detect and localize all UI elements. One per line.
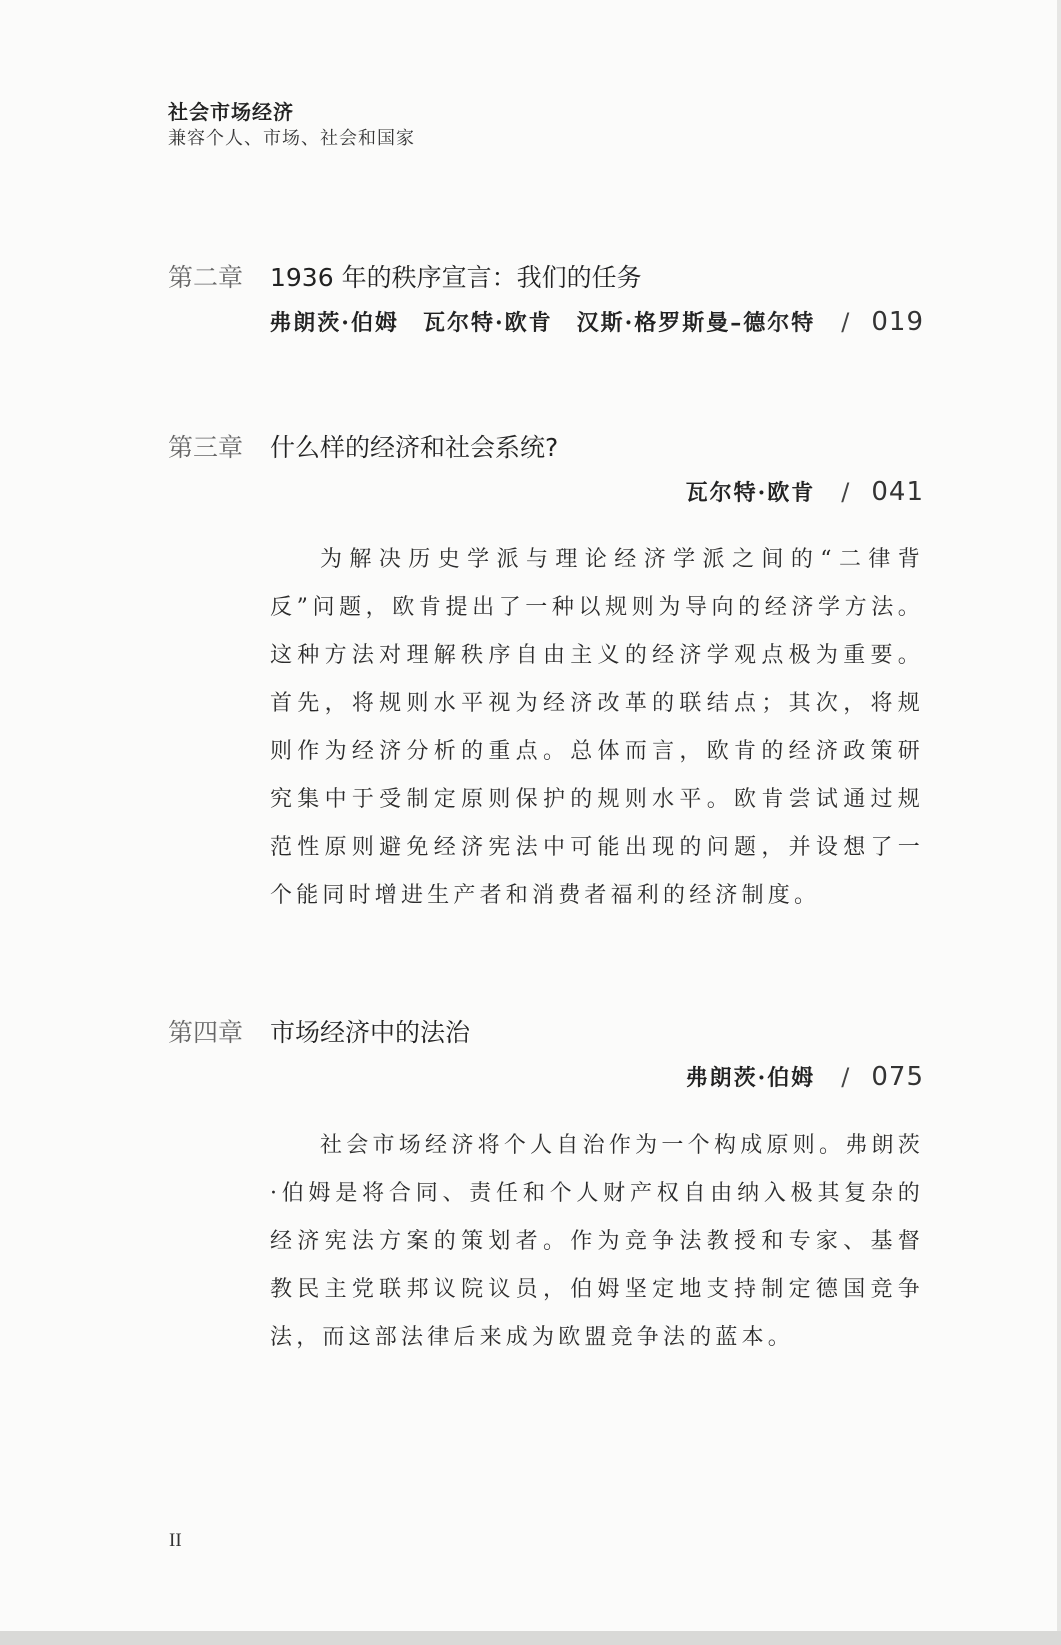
chapter-title: 市场经济中的法治 bbox=[270, 1018, 471, 1047]
chapter-heading bbox=[168, 1013, 924, 1047]
chapter-3-entry bbox=[168, 428, 924, 510]
chapter-authors: 弗朗茨·伯姆 瓦尔特·欧肯 汉斯·格罗斯曼–德尔特 bbox=[269, 310, 816, 336]
page-separator: / bbox=[841, 478, 850, 506]
running-header bbox=[168, 98, 415, 152]
author-line bbox=[168, 1061, 924, 1095]
chapter-number: 第二章 bbox=[168, 263, 244, 292]
scan-edge-right bbox=[1057, 0, 1061, 1645]
chapter-authors: 瓦尔特·欧肯 bbox=[685, 480, 816, 506]
chapter-title: 1936 年的秩序宣言：我们的任务 bbox=[270, 263, 642, 292]
book-subtitle: 兼容个人、市场、社会和国家 bbox=[168, 128, 415, 149]
page-separator: / bbox=[841, 308, 850, 336]
page-number: 075 bbox=[871, 1062, 924, 1092]
chapter-heading bbox=[168, 258, 924, 292]
page-number: 041 bbox=[871, 477, 924, 507]
chapter-2-entry bbox=[168, 258, 924, 340]
chapter-title: 什么样的经济和社会系统? bbox=[270, 433, 559, 462]
chapter-number: 第三章 bbox=[168, 433, 244, 462]
book-title: 社会市场经济 bbox=[168, 100, 294, 124]
scan-edge-bottom bbox=[0, 1631, 1061, 1645]
page-separator: / bbox=[841, 1063, 850, 1091]
author-line bbox=[168, 306, 924, 340]
chapter-4-entry bbox=[168, 1013, 924, 1095]
chapter-summary: 为解决历史学派与理论经济学派之间的“二律背反”问题，欧肯提出了一种以规则为导向的经济学方法。这种方法对理解秩序自由主义的经济学观点极为重要。首先，将规则水平视为经济改革的联结点；其次，将规则作为经济分析的重点。总体而言，欧肯的经济政策研究集中于受制定原则保护的规则水平。欧肯尝试通过规范性原则避免经济宪法中可能出现的问题，并设想了一个能同时增进生产者和消费者福利的经济制度。 bbox=[270, 547, 924, 908]
chapter-heading bbox=[168, 428, 924, 462]
page-folio: II bbox=[169, 1530, 182, 1551]
author-line bbox=[168, 476, 924, 510]
chapter-authors: 弗朗茨·伯姆 bbox=[685, 1065, 816, 1091]
chapter-summary: 社会市场经济将个人自治作为一个构成原则。弗朗茨·伯姆是将合同、责任和个人财产权自由纳入极其复杂的经济宪法方案的策划者。作为竞争法教授和专家、基督教民主党联邦议院议员，伯姆坚定地支持制定德国竞争法，而这部法律后来成为欧盟竞争法的蓝本。 bbox=[270, 1133, 924, 1350]
chapter-number: 第四章 bbox=[168, 1018, 244, 1047]
page-number: 019 bbox=[871, 307, 924, 337]
